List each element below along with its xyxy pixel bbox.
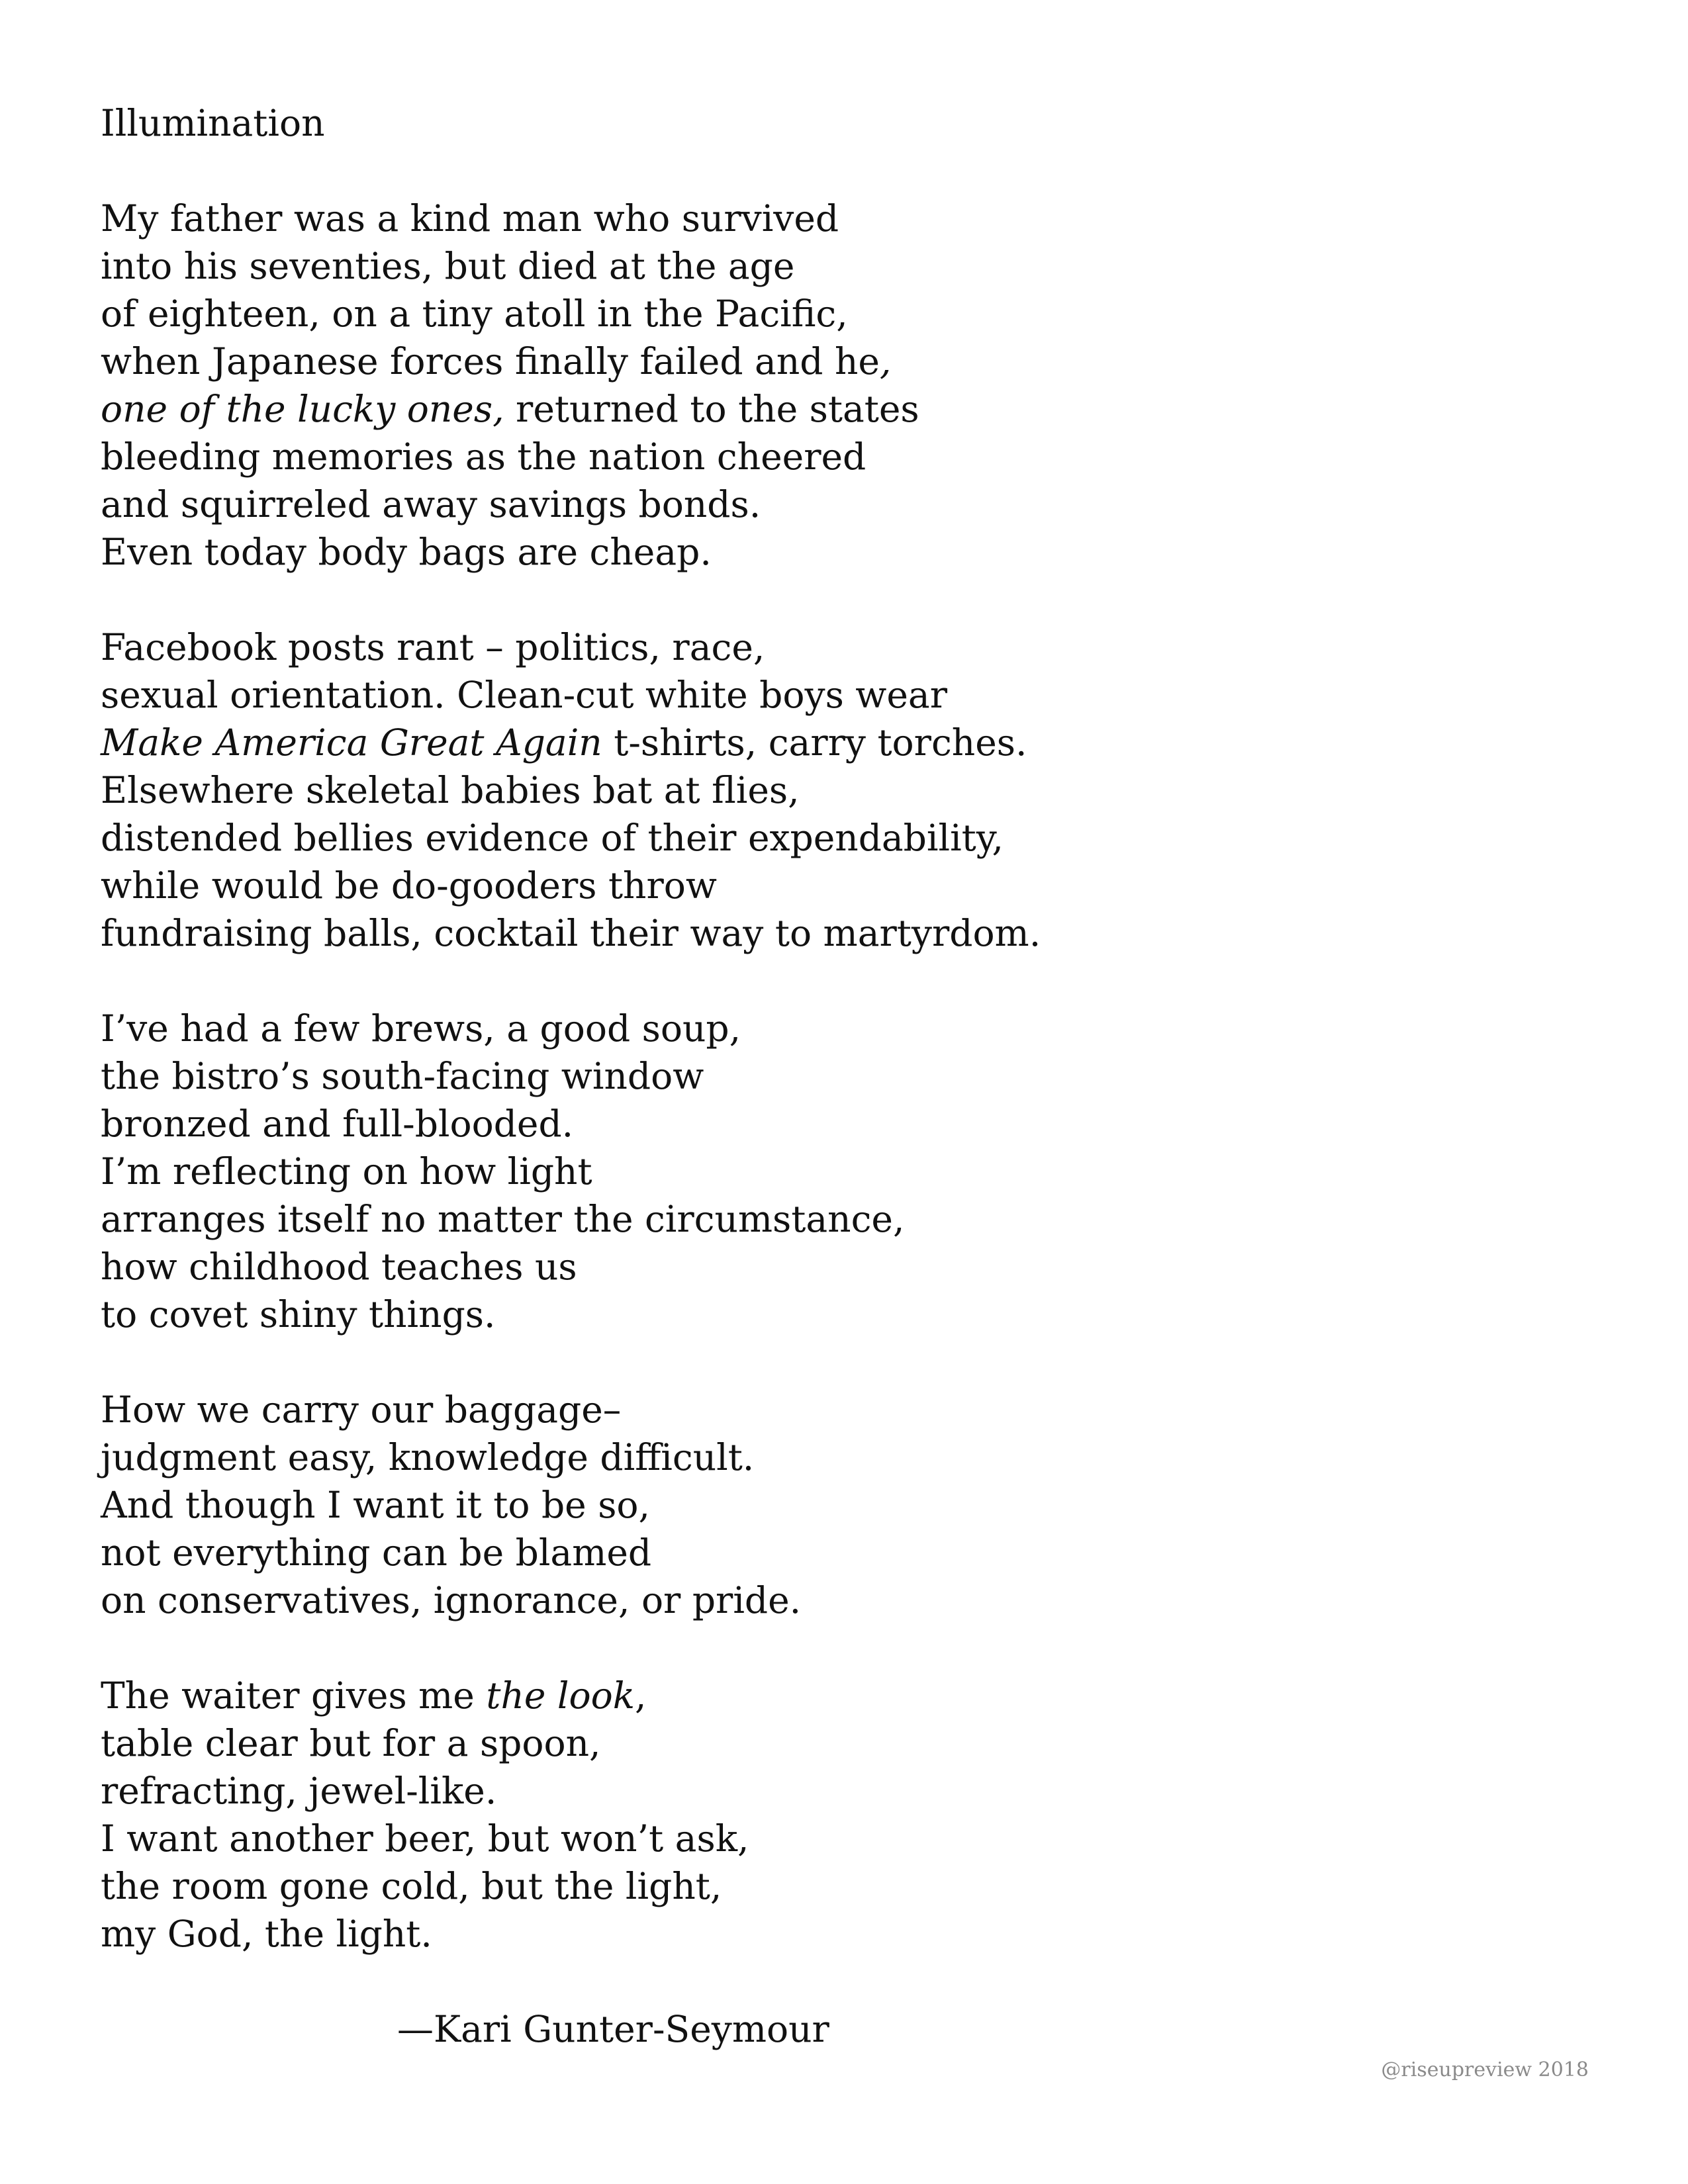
poem-line [101,1433,1425,1481]
italic-text: one of the lucky ones, [101,388,504,430]
line-text: my God, the light. [101,1913,432,1955]
poem-line [101,671,1425,719]
copyright-credit: @riseupreview 2018 [1381,2058,1589,2081]
title-spacer [101,147,1425,195]
poem-line [101,528,1425,576]
line-text: t-shirts, carry torches. [602,721,1027,764]
poem-line [101,1529,1425,1576]
poem-line [101,1195,1425,1243]
poem-line [101,1862,1425,1910]
line-text: sexual orientation. Clean-cut white boys wear [101,674,947,716]
poem-line [101,1243,1425,1291]
poem-author: —Kari Gunter-Seymour [397,2008,829,2050]
line-text: arranges itself no matter the circumstance, [101,1198,905,1240]
line-text: when Japanese forces finally failed and he [101,340,880,383]
poem-line [101,1386,1425,1433]
poem-line [101,1767,1425,1815]
line-text: How we carry our baggage– [101,1388,622,1431]
poem-line [101,1005,1425,1052]
italic-text: the look [486,1674,635,1717]
italic-text: , [879,340,892,383]
line-text: refracting, jewel-like. [101,1770,497,1812]
poem-line [101,290,1425,338]
line-text: returned to the states [504,388,919,430]
poem-body [101,99,1425,2005]
stanza-2 [101,623,1425,957]
line-text: the room gone cold, but the light, [101,1865,722,1907]
line-text: into his seventies, but died at the age [101,245,795,287]
line-text: the bistro’s south-facing window [101,1055,704,1097]
poem-line [101,1052,1425,1100]
poem-line [101,1910,1425,1958]
line-text: fundraising balls, cocktail their way to martyrdom. [101,912,1041,954]
poem-line [101,766,1425,814]
line-text: My father was a kind man who survived [101,197,839,240]
line-text: I want another beer, but won’t ask, [101,1817,749,1860]
line-text: and squirreled away savings bonds. [101,483,761,525]
stanza-4 [101,1386,1425,1624]
line-text: And though I want it to be so, [101,1484,651,1526]
poem-line [101,195,1425,242]
line-text: Elsewhere skeletal babies bat at flies, [101,769,800,811]
line-text: table clear but for a spoon, [101,1722,601,1764]
line-text: bronzed and full-blooded. [101,1103,574,1145]
line-text: , [635,1674,647,1717]
line-text: of eighteen, on a tiny atoll in the Pacific, [101,293,848,335]
line-text: not everything can be blamed [101,1531,652,1574]
line-text: to covet shiny things. [101,1293,496,1336]
line-text: distended bellies evidence of their expendability, [101,817,1004,859]
line-text: how childhood teaches us [101,1246,577,1288]
poem-line [101,1719,1425,1767]
poem-line [101,862,1425,909]
stanza-3 [101,1005,1425,1338]
line-text: Even today body bags are cheap. [101,531,712,573]
poem-line [101,1291,1425,1338]
poem-title: Illumination [101,102,325,144]
line-text: I’ve had a few brews, a good soup, [101,1007,741,1050]
poem-line [101,909,1425,957]
italic-text: Make America Great Again [101,721,602,764]
poem-line [101,433,1425,480]
poem-line [101,719,1425,766]
line-text: while would be do-gooders throw [101,864,717,907]
poem-line [101,1576,1425,1624]
line-text: judgment easy, knowledge difficult. [101,1436,755,1479]
poem-line [101,1100,1425,1148]
poem-line [101,338,1425,385]
poem-line [101,1815,1425,1862]
poem-line [101,480,1425,528]
poem-line [101,623,1425,671]
poem-line [101,1148,1425,1195]
stanza-5 [101,1672,1425,1958]
poem-line [101,1481,1425,1529]
poem-line [101,242,1425,290]
line-text: I’m reflecting on how light [101,1150,592,1193]
line-text: Facebook posts rant – politics, race, [101,626,765,668]
line-text: bleeding memories as the nation cheered [101,435,867,478]
poem-line [101,1672,1425,1719]
stanza-1 [101,195,1425,576]
line-text: The waiter gives me [101,1674,487,1717]
poem-line [101,814,1425,862]
line-text: on conservatives, ignorance, or pride. [101,1579,802,1621]
poem-stanzas [101,195,1425,1958]
poem-line [101,385,1425,433]
